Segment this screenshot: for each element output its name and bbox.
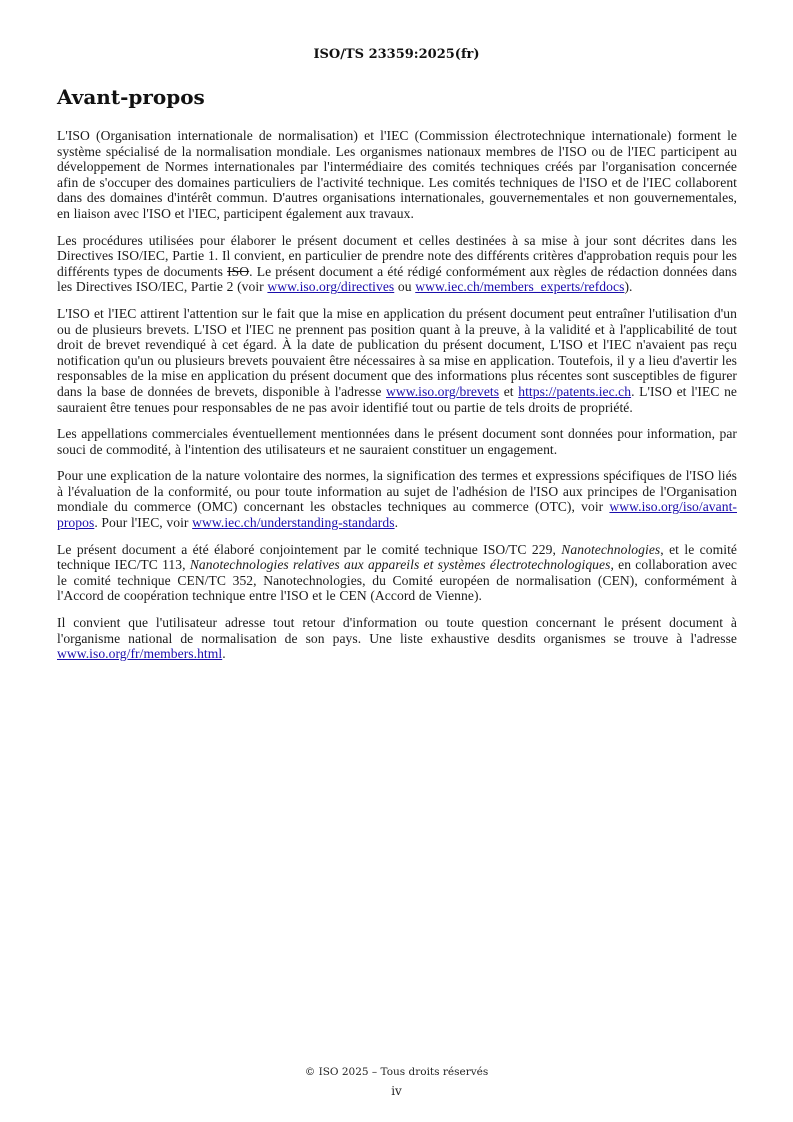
link-iso-brevets[interactable]: www.iso.org/brevets [386, 383, 500, 399]
copyright-notice: © ISO 2025 – Tous droits réservés [304, 1066, 489, 1078]
text-segment: , et le comité technique IEC/TC 113, [57, 541, 737, 573]
text-segment: . [394, 515, 399, 531]
text-segment: . [222, 646, 226, 662]
link-iso-members[interactable]: www.iso.org/fr/members.html [57, 646, 223, 662]
paragraph-committee [57, 542, 737, 604]
italic-committee-title: Nanotechnologies [561, 541, 661, 557]
text-segment: Les procédures utilisées pour élaborer le présent document et celles destinées à sa mise à jour sont décrites dans les Directives ISO/IEC, Partie 1. Il convient, en particulier de prendre note des différents critères d'approbation requis pour les différents types de documents [57, 232, 737, 279]
text-segment: Le présent document a été élaboré conjointement par le comité technique ISO/TC 229, [57, 541, 562, 557]
page-number: iv [391, 1084, 402, 1098]
document-identifier: ISO/TS 23359:2025(fr) [313, 47, 480, 62]
text-segment: Il convient que l'utilisateur adresse tout retour d'information ou toute question concernant le présent document à l'organisme national de normalisation de son pays. Une liste exhaustive desdits organismes se trouve à l'adresse [57, 615, 737, 646]
link-iec-understanding-standards[interactable]: www.iec.ch/understanding-standards [192, 515, 395, 531]
text-segment: L'ISO et l'IEC attirent l'attention sur le fait que la mise en application du présent document peut entraîner l'utilisation d'un ou de plusieurs brevets. L'ISO et l'IEC ne prennent pas position quant à la preuve, à la validité et à l'applicabilité de tout droit de brevet revendiqué à cet égard. À la date de publication du présent document, L'ISO et l'IEC n'avaient pas reçu notification qu'un ou plusieurs brevets pouvaient être nécessaires à sa mise en application. Toutefois, il y a lieu d'avertir les responsables de la mise en application du présent document que des informations plus récentes sont susceptibles de figurer dans la base de données de brevets, disponible à l'adresse [57, 305, 737, 399]
paragraph-feedback [57, 615, 737, 662]
italic-committee-title: Nanotechnologies relatives aux appareils et systèmes électrotechnologiques [189, 557, 611, 573]
text-segment: ou [394, 279, 416, 295]
paragraph-procedures [57, 233, 737, 295]
paragraph-patents [57, 306, 737, 415]
paragraph-trade-names: Les appellations commerciales éventuellement mentionnées dans le présent document sont données pour information, par souci de commodité, à l'intention des utilisateurs et ne sauraient constituer un engagement. [57, 426, 737, 457]
link-iso-directives[interactable]: www.iso.org/directives [267, 279, 395, 295]
text-segment: . L'ISO et l'IEC ne sauraient être tenues pour responsables de ne pas avoir identifié tout ou partie de tels droits de propriété. [57, 383, 737, 415]
text-segment: Pour une explication de la nature volontaire des normes, la signification des termes et expressions spécifiques de l'ISO liés à l'évaluation de la conformité, ou pour toute information au sujet de l'adhésion de l'ISO aux principes de l'Organisation mondiale du commerce (OMC) concernant les obstacles techniques au commerce (OTC), voir [57, 468, 737, 515]
paragraph-iso-iec-intro: L'ISO (Organisation internationale de normalisation) et l'IEC (Commission électrotechnique internationale) forment le système spécialisé de la normalisation mondiale. Les organismes nationaux membres de l'ISO ou de l'IEC participent au développement de Normes internationales par l'intermédiaire des comités techniques créés par l'organisation concernée afin de s'occuper des domaines particuliers de l'activité technique. Les comités techniques de l'ISO et de l'IEC collaborent dans des domaines d'intérêt commun. D'autres organisations internationales, gouvernementales et non gouvernementales, en liaison avec l'ISO et l'IEC, participent également aux travaux. [57, 128, 737, 221]
paragraph-voluntary-nature [57, 468, 737, 530]
link-iso-avant-propos[interactable]: www.iso.org/iso/avant-propos [57, 499, 737, 531]
text-segment: ). [624, 279, 633, 295]
text-segment: et [499, 383, 519, 399]
link-iec-refdocs[interactable]: www.iec.ch/members_experts/refdocs [415, 279, 625, 295]
link-iec-patents[interactable]: https://patents.iec.ch [518, 383, 632, 399]
page-title: Avant-propos [57, 85, 205, 109]
text-segment: , en collaboration avec le comité technique CEN/TC 352, Nanotechnologies, du Comité européen de normalisation (CEN), conformément à l'Accord de coopération technique entre l'ISO et le CEN (Accord de Vienne). [57, 557, 737, 604]
foreword-body [57, 128, 737, 673]
struck-text: ISO [227, 263, 250, 279]
text-segment: . Le présent document a été rédigé conformément aux règles de rédaction données dans les Directives ISO/IEC, Partie 2 (voir [57, 263, 737, 295]
text-segment: . Pour l'IEC, voir [94, 515, 193, 531]
